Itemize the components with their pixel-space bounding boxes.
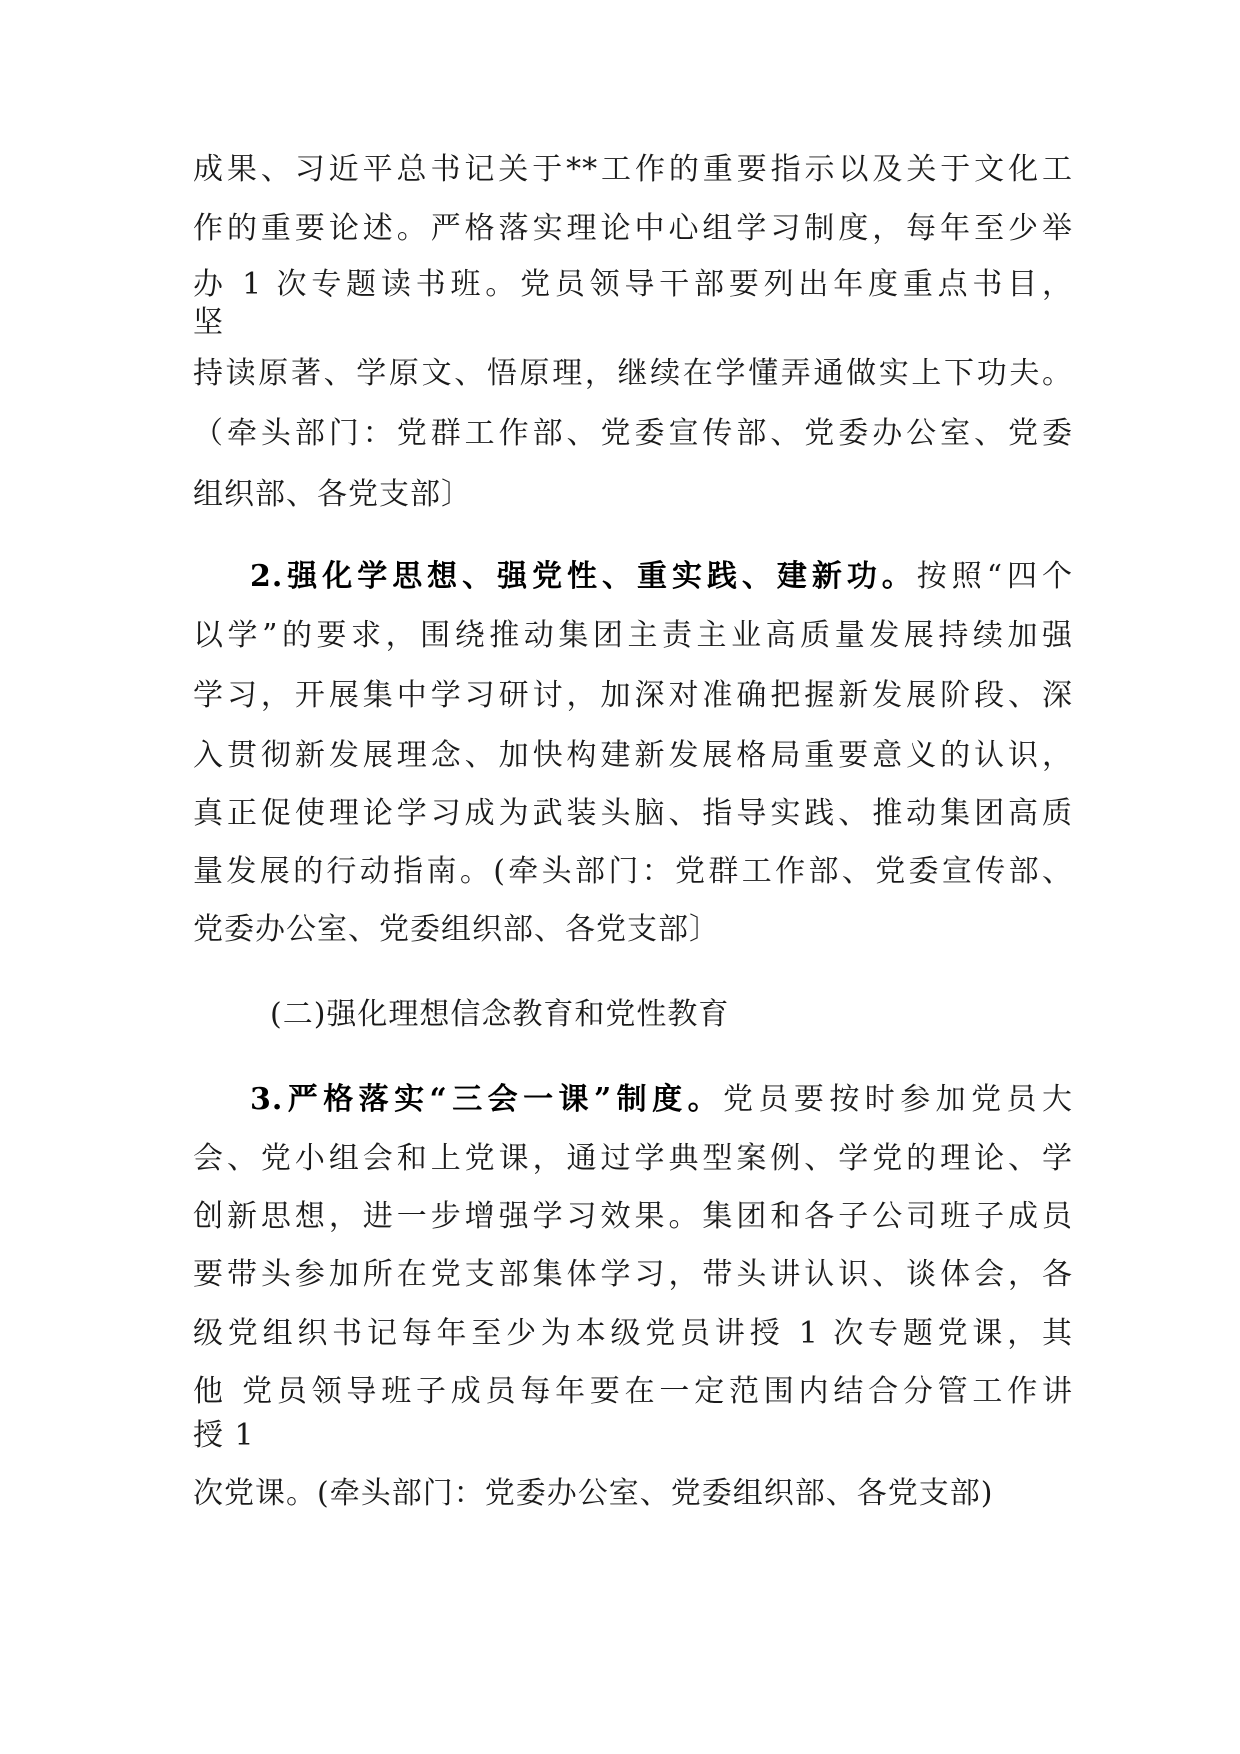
text-line: 组织部、各党支部〕	[193, 477, 472, 512]
text-line: 次党课。(牵头部门：党委办公室、党委组织部、各党支部)	[193, 1476, 994, 1511]
text-line: 持读原著、学原文、悟原理，继续在学懂弄通做实上下功夫。	[193, 356, 1073, 391]
text-line: 会、党小组会和上党课，通过学典型案例、学党的理论、学	[193, 1141, 1073, 1176]
paragraph-first-line	[250, 557, 1073, 597]
paragraph-first-line	[250, 1080, 1073, 1120]
text-line: 入贯彻新发展理念、加快构建新发展格局重要意义的认识，	[193, 738, 1073, 773]
text-line: 成果、习近平总书记关于**工作的重要指示以及关于文化工	[193, 152, 1073, 187]
text-line: 办 1 次专题读书班。党员领导干部要列出年度重点书目，	[193, 267, 1073, 302]
text-line: 以学”的要求，围绕推动集团主责主业高质量发展持续加强	[193, 618, 1073, 653]
text-line: 量发展的行动指南。(牵头部门：党群工作部、党委宣传部、	[193, 854, 1073, 889]
text-line: 创新思想，进一步增强学习效果。集团和各子公司班子成员	[193, 1199, 1073, 1234]
item-title: 2.强化学思想、强党性、重实践、建新功。	[250, 559, 917, 594]
text-line: 坚	[193, 305, 224, 340]
text-line: 他 党员领导班子成员每年要在一定范围内结合分管工作讲	[193, 1374, 1073, 1409]
section-heading: (二)强化理想信念教育和党性教育	[270, 997, 730, 1032]
item-title: 3.严格落实“三会一课”制度。	[250, 1082, 724, 1117]
text-line: 授 1	[193, 1418, 255, 1453]
text-line: 学习，开展集中学习研讨，加深对准确把握新发展阶段、深	[193, 678, 1073, 713]
item-text: 按照“四个	[916, 559, 1073, 594]
item-text: 党员要按时参加党员大	[723, 1082, 1073, 1117]
text-line: 党委办公室、党委组织部、各党支部〕	[193, 912, 720, 947]
text-line: 要带头参加所在党支部集体学习，带头讲认识、谈体会，各	[193, 1257, 1073, 1292]
text-line: 作的重要论述。严格落实理论中心组学习制度，每年至少举	[193, 211, 1073, 246]
text-line: 级党组织书记每年至少为本级党员讲授 1 次专题党课，其	[193, 1316, 1073, 1351]
text-line: 真正促使理论学习成为武装头脑、指导实践、推动集团高质	[193, 796, 1073, 831]
text-line: （牵头部门：党群工作部、党委宣传部、党委办公室、党委	[193, 416, 1073, 451]
